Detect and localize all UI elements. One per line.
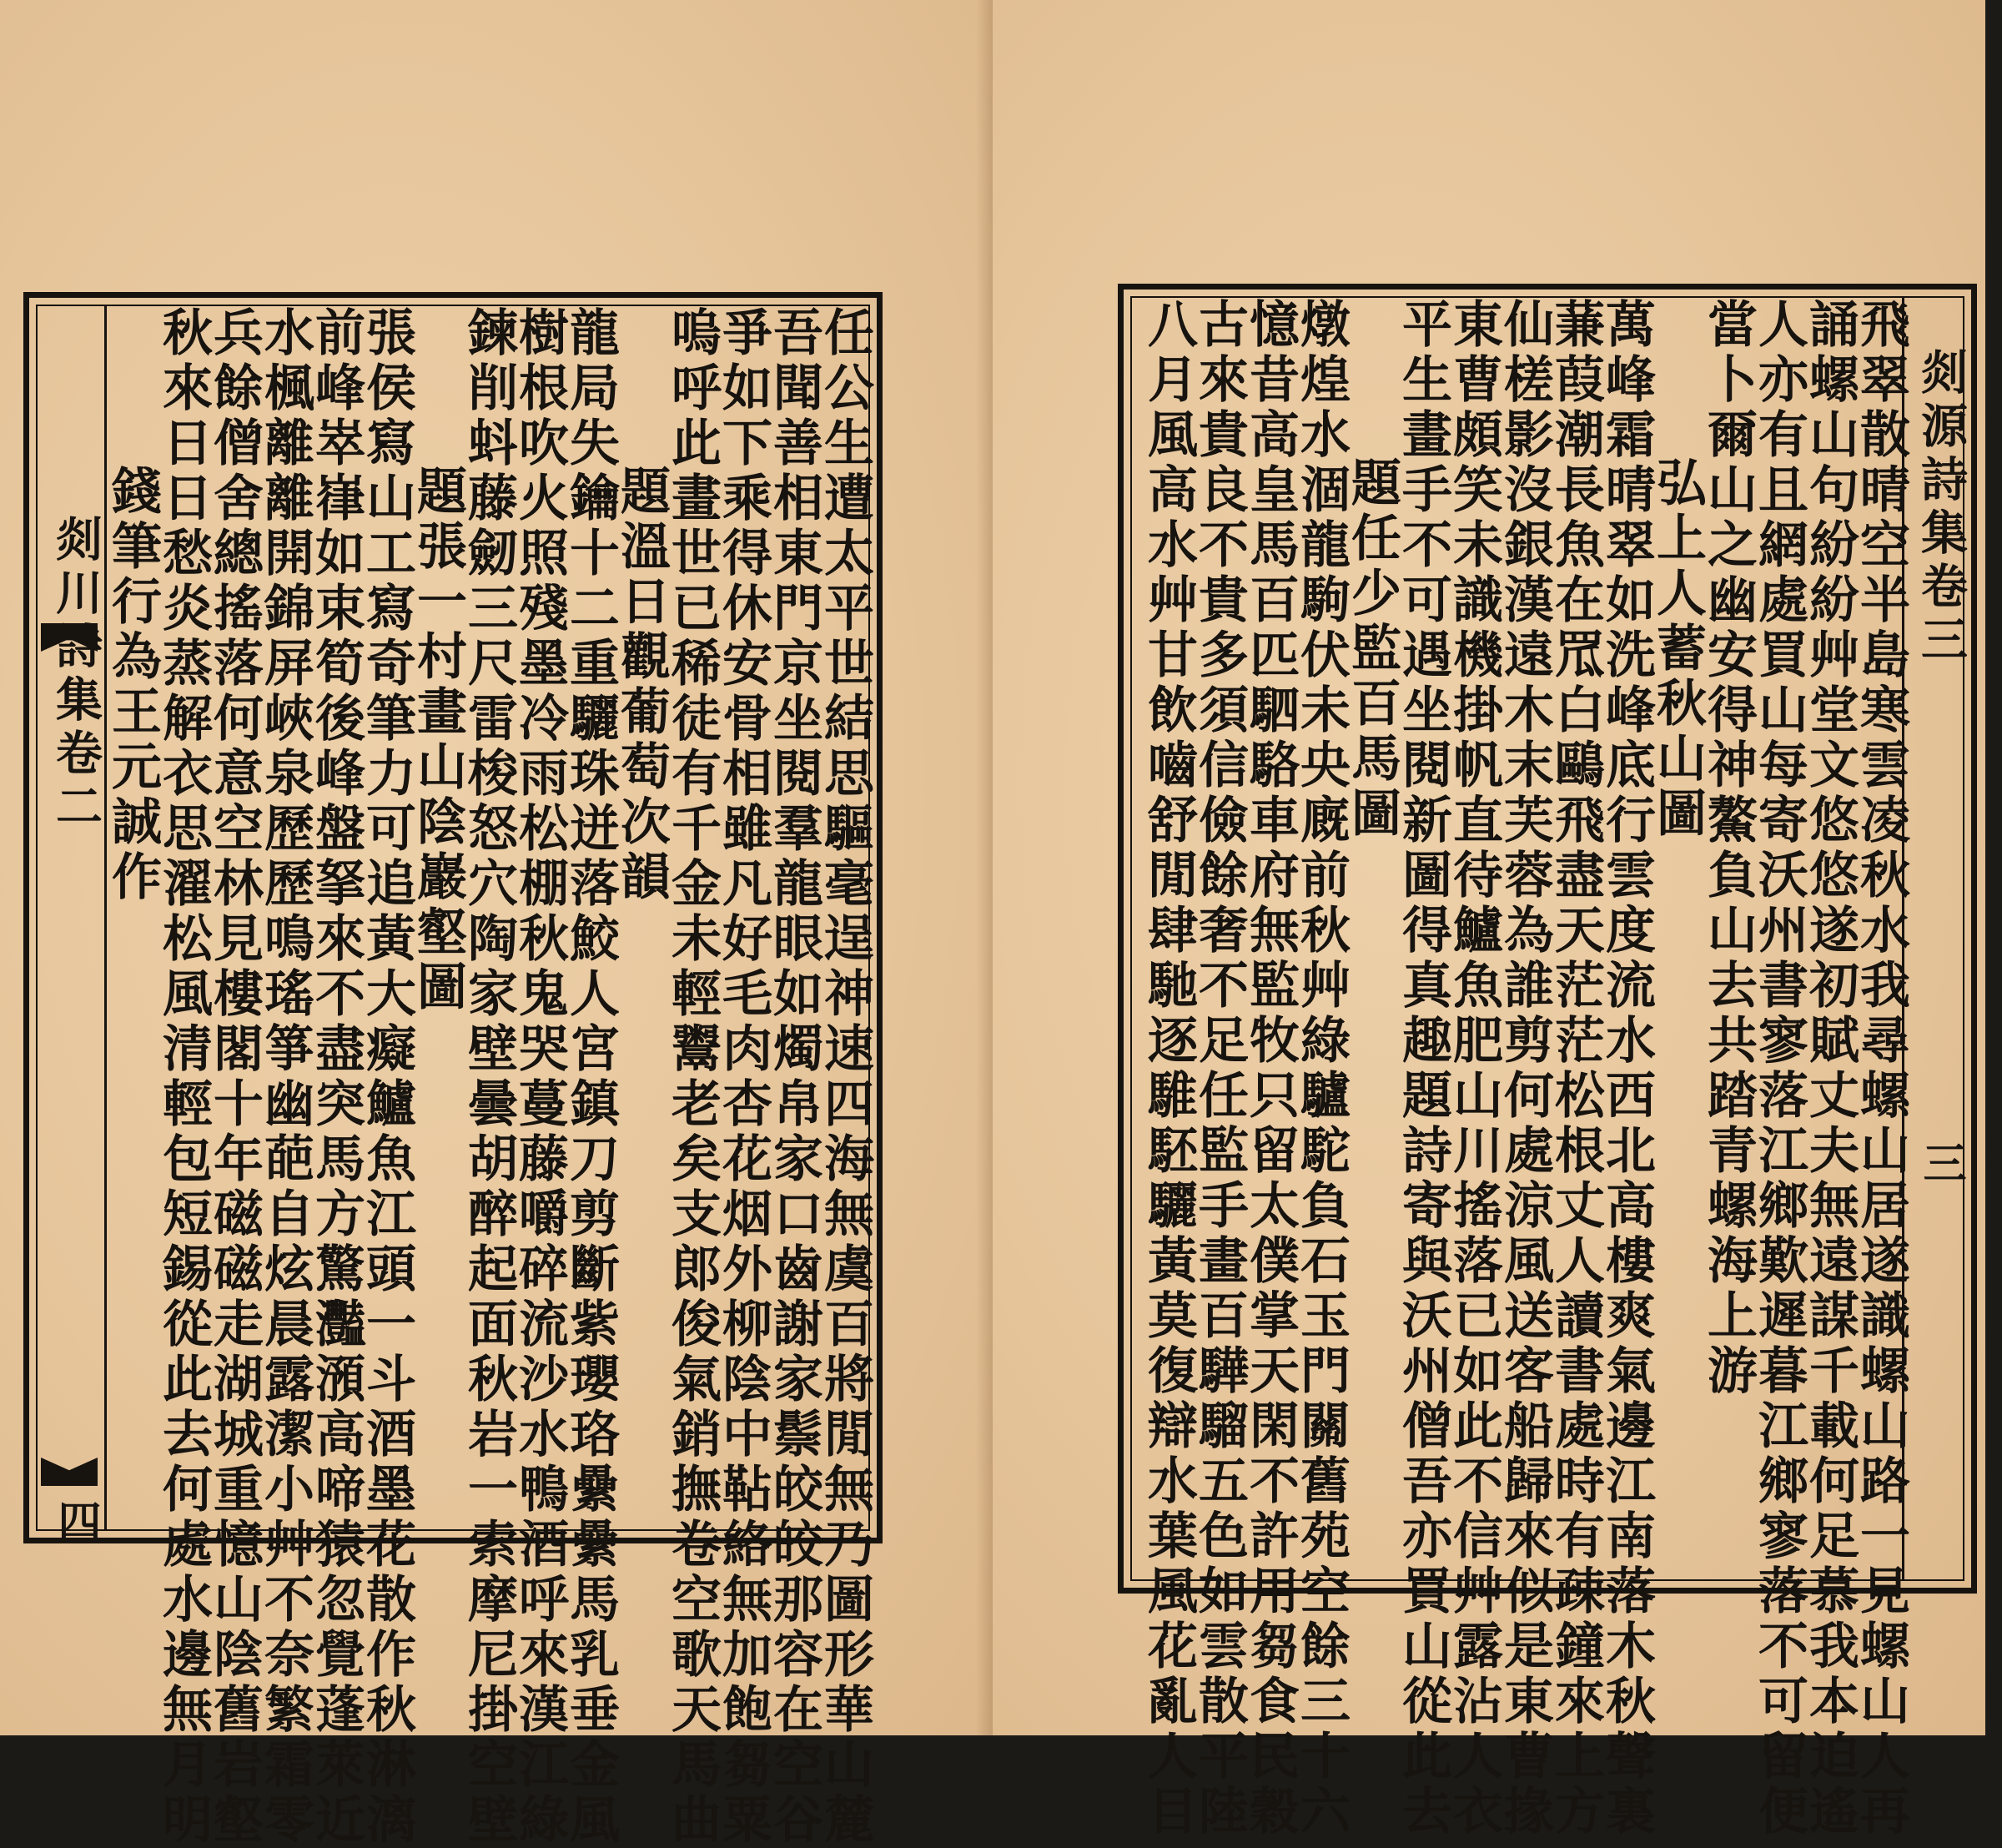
text-column: 鍊削蚪藤劒三尺雷梭怒穴陶家壁曇胡醉起面秋岩一索摩尼掛空壁 bbox=[460, 306, 518, 1848]
text-column: 張侯寫山工寫奇筆力可追黃大癡鱸魚江頭一斗酒墨花散作秋淋漓 bbox=[358, 306, 416, 1848]
text-column: 當卜爾山之幽安得神鰲負山去共踏青螺海上游 bbox=[1699, 298, 1758, 1399]
text-column: 秋來日日愁炎蒸解衣思濯松風清輕包短錫從此去何處水邊無月明 bbox=[154, 306, 213, 1848]
text-column: 爭如下乘得休安骨相雖凡好毛肉杏花烟外柳陰中䩞絡無加飽芻粟 bbox=[714, 306, 772, 1848]
text-column: 憶昔高皇馬百匹駟駱車府無監牧只留太僕掌天閑不許用芻食民穀 bbox=[1241, 298, 1300, 1840]
text-column: 仙槎影沒銀漢遠木末芙蓉為誰剪何處涼風送客船歸來似是東曹掾 bbox=[1496, 298, 1554, 1840]
text-column: 龍局失鑰十二重驪珠迸落鮫人宮鎮刀剪斷紫瓔珞纍纍馬乳垂金風 bbox=[561, 306, 620, 1848]
right-print-block bbox=[1118, 284, 1977, 1840]
text-column: 萬峰霜晴翠如洗峰底行雲度流水西北高樓爽氣邊江南落木秋聲裏 bbox=[1597, 298, 1656, 1840]
text-column: 平生畫手不可遇坐閱新圖得真趣題詩寄與沃州僧吾亦買山從此去 bbox=[1394, 298, 1452, 1840]
text-column: 題溫日觀葡萄次韻 bbox=[612, 465, 671, 905]
left-fold-margin bbox=[38, 306, 107, 1543]
text-column: 水楓離離開錦屏峽泉歷歷鳴瑤箏幽葩自炫晨露潔小艸不奈繁霜零 bbox=[256, 306, 314, 1848]
text-column: 嗚呼此畫世已稀徒有千金未輕鬻老矣支郎俊氣銷撫卷空歌天馬曲 bbox=[663, 306, 722, 1848]
right-margin-page-number: 三 bbox=[1915, 1141, 1966, 1184]
text-column: 古來貴良不貴多須信儉餘奢不足任監手畫百驊騮五色如雲散平陸 bbox=[1190, 298, 1249, 1840]
text-column: 前峰崒嵂如束筍後峰盤拏來不盡突馬方驚灩澦高啼猿忽覺蓬萊近 bbox=[307, 306, 365, 1848]
left-print-block bbox=[23, 292, 883, 1848]
text-column: 吾聞善相東門京坐閱羣龍眼如燭帛家口齒謝家鬃皎皎那容在空谷 bbox=[765, 306, 823, 1848]
text-column: 題張一村畫山陰巖壑圖 bbox=[409, 465, 467, 1015]
text-column: 燉煌水涸龍駒伏未央廐前秋艸綠驢駝負石玉門關舊苑空餘三十六 bbox=[1292, 298, 1351, 1840]
left-page bbox=[0, 0, 993, 1848]
text-column: 八月風高水艸甘飲嚙舒閒肆馳逐騅駓驪黃莫復辯水葉風花亂人目 bbox=[1139, 298, 1198, 1840]
left-margin-book-title: 剡川詩集卷二 bbox=[48, 515, 103, 835]
text-column: 弘上人蓄秋山圖 bbox=[1648, 456, 1707, 842]
text-column: 東曹頗笑未識機掛帆直待鱸魚肥山川搖落已如此不信艸露沾人衣 bbox=[1445, 298, 1503, 1840]
text-column: 飛翠散晴空半島寒雲凌秋水我尋螺山居遂識螺山路一見螺山人再 bbox=[1852, 298, 1910, 1840]
text-column: 錢筆行為王元誠作 bbox=[103, 465, 162, 905]
right-block-frame bbox=[1130, 296, 1969, 1840]
lower-fish-tail-mark bbox=[41, 1458, 98, 1486]
text-column: 兵餘僧舍總搖落何意空林見樓閣十年磁磁走湖城重憶山陰舊岩壑 bbox=[205, 306, 264, 1848]
text-column: 誦螺山句紛紛艸堂文悠悠遂初賦丈夫無遠謀千載何足慕我本迫遙 bbox=[1801, 298, 1859, 1840]
right-page bbox=[993, 0, 1985, 1840]
text-column: 蒹葭潮長魚在罛白鷗飛盡天茫茫松根丈人讀書處時有疎鐘來上方 bbox=[1547, 298, 1605, 1840]
text-column: 任公生遭太平世結思驅毫逞神速四海無虞百將閒無乃圖形華山麓 bbox=[816, 306, 874, 1848]
left-block-frame bbox=[36, 305, 874, 1848]
text-column: 人亦有且網處買山每寄沃州書寥落江鄉歎遲暮江鄉寥落不可留便 bbox=[1750, 298, 1808, 1840]
left-margin-page-number: 四 bbox=[50, 1499, 101, 1543]
right-margin-book-title: 剡源詩集卷三 bbox=[1914, 348, 1969, 668]
text-column: 樹根吹火照殘墨冷雨松棚秋鬼哭蔓藤嚼碎流沙水鴨酒呼來漢江綠 bbox=[511, 306, 569, 1848]
right-fold-margin bbox=[1902, 298, 1969, 1579]
text-column: 題任少監百馬圖 bbox=[1343, 456, 1401, 842]
